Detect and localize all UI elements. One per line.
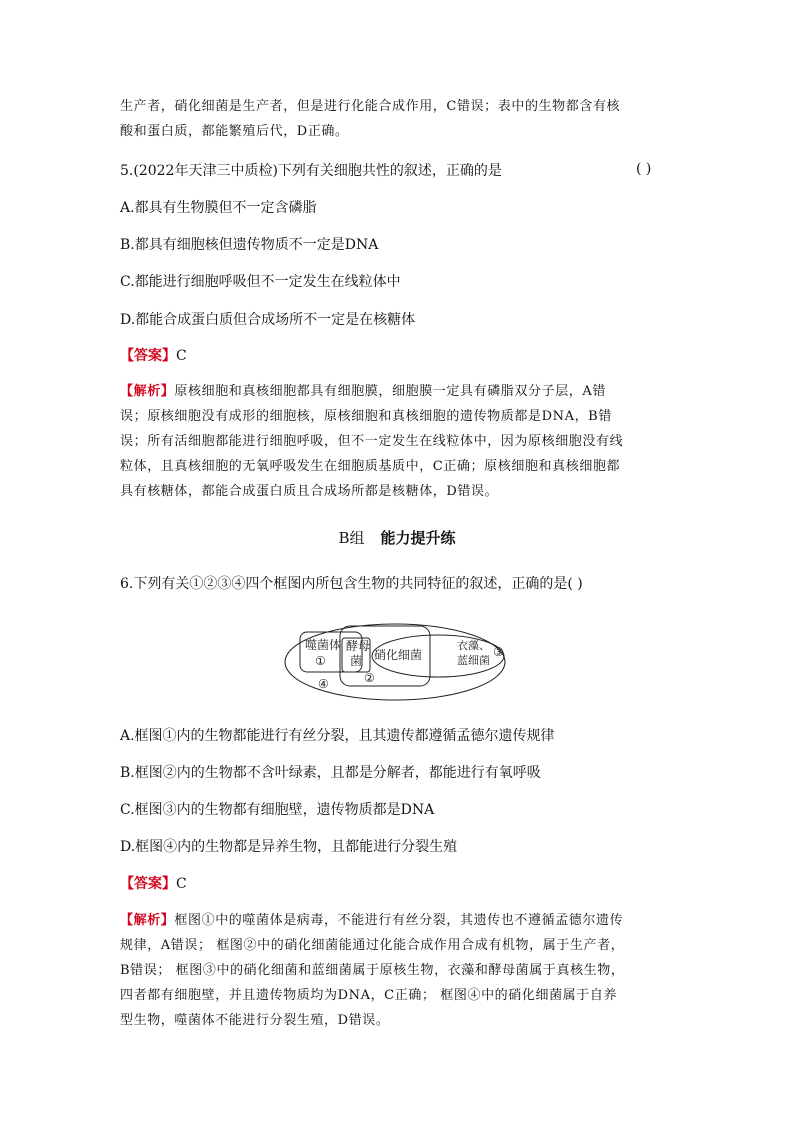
venn-diagram: [280, 618, 520, 704]
q5-option-d: D.都能合成蛋白质但合成场所不一定是在核糖体: [120, 312, 416, 328]
section-header: [0, 527, 794, 548]
yeast-label-2: 菌: [350, 654, 363, 668]
q5-analysis-line-3: 误；所有活细胞都能进行细胞呼吸，但不一定发生在线粒体中，因为原核细胞没有线: [120, 434, 624, 449]
q5-analysis-line-2: 误；原核细胞没有成形的细胞核，原核细胞和真核细胞的遗传物质都是DNA，B错: [120, 409, 612, 424]
q6-option-c: C.框图③内的生物都有细胞壁，遗传物质都是DNA: [120, 802, 435, 818]
q6-analysis-line-5: 型生物，噬菌体不能进行分裂生殖，D错误。: [120, 1013, 390, 1028]
q6-answer-label: 【答案】: [120, 876, 176, 892]
frame-1-number: ①: [315, 654, 326, 668]
q5-answer-label: 【答案】: [120, 348, 176, 364]
section-title: 能力提升练: [380, 529, 456, 547]
q5-answer-value: C: [176, 348, 187, 364]
q5-answer: [120, 346, 187, 366]
q6-analysis-line-3: B错误； 框图③中的硝化细菌和蓝细菌属于原核生物，衣藻和酵母菌属于真核生物，: [120, 963, 625, 978]
q6-answer-value: C: [176, 876, 187, 892]
yeast-label-1: 酵母: [346, 639, 371, 653]
q5-analysis-line-5: 具有核糖体，都能合成蛋白质且合成场所都是核糖体，D错误。: [120, 484, 499, 499]
q5-option-c: C.都能进行细胞呼吸但不一定发生在线粒体中: [120, 274, 401, 290]
q6-option-b: B.框图②内的生物都不含叶绿素，且都是分解者，都能进行有氧呼吸: [120, 765, 541, 781]
q6-analysis-line-4: 四者都有细胞壁，并且遗传物质均为DNA，C正确； 框图④中的硝化细菌属于自养: [120, 988, 618, 1003]
q6-analysis-text-1: 框图①中的噬菌体是病毒，不能进行有丝分裂，其遗传也不遵循孟德尔遗传: [174, 913, 624, 928]
q5-option-b: B.都具有细胞核但遗传物质不一定是DNA: [120, 237, 379, 253]
q6-option-a: A.框图①内的生物都能进行有丝分裂，且其遗传都遵循孟德尔遗传规律: [120, 728, 555, 744]
q5-stem: 5.(2022年天津三中质检)下列有关细胞共性的叙述，正确的是: [120, 163, 502, 179]
q5-analysis-line-1: [120, 382, 606, 402]
q5-analysis-label: 【解析】: [120, 384, 175, 399]
nitrifying-bacteria-label: 硝化细菌: [374, 648, 423, 662]
prev-analysis-line-2: 酸和蛋白质，都能繁殖后代，D正确。: [120, 124, 349, 139]
q6-analysis-label: 【解析】: [120, 913, 175, 928]
algae-label-1: 衣藻、: [457, 639, 490, 652]
q6-analysis-line-1: [120, 911, 623, 931]
frame-2-number: ②: [364, 671, 375, 685]
q6-answer: [120, 874, 187, 894]
q5-analysis-text-1: 原核细胞和真核细胞都具有细胞膜，细胞膜一定具有磷脂双分子层，A错: [174, 384, 606, 399]
q6-stem: 6.下列有关①②③④四个框图内所包含生物的共同特征的叙述，正确的是( ): [120, 576, 583, 592]
frame-3-number: ③: [493, 645, 504, 659]
section-group: B组: [338, 529, 365, 547]
q5-analysis-line-4: 粒体，且真核细胞的无氧呼吸发生在细胞质基质中，C正确；原核细胞和真核细胞都: [120, 459, 621, 474]
frame-4-number: ④: [318, 677, 329, 691]
algae-label-2: 蓝细菌: [457, 654, 490, 667]
q6-analysis-line-2: 规律，A错误； 框图②中的硝化细菌能通过化能合成作用合成有机物，属于生产者，: [120, 938, 625, 953]
q5-answer-blank: ( ): [636, 161, 652, 177]
phage-label: 噬菌体: [305, 638, 342, 652]
q5-option-a: A.都具有生物膜但不一定含磷脂: [120, 200, 317, 216]
prev-analysis-line-1: 生产者，硝化细菌是生产者，但是进行化能合成作用，C错误；表中的生物都含有核: [120, 99, 621, 114]
q6-option-d: D.框图④内的生物都是异养生物，且都能进行分裂生殖: [120, 839, 458, 855]
